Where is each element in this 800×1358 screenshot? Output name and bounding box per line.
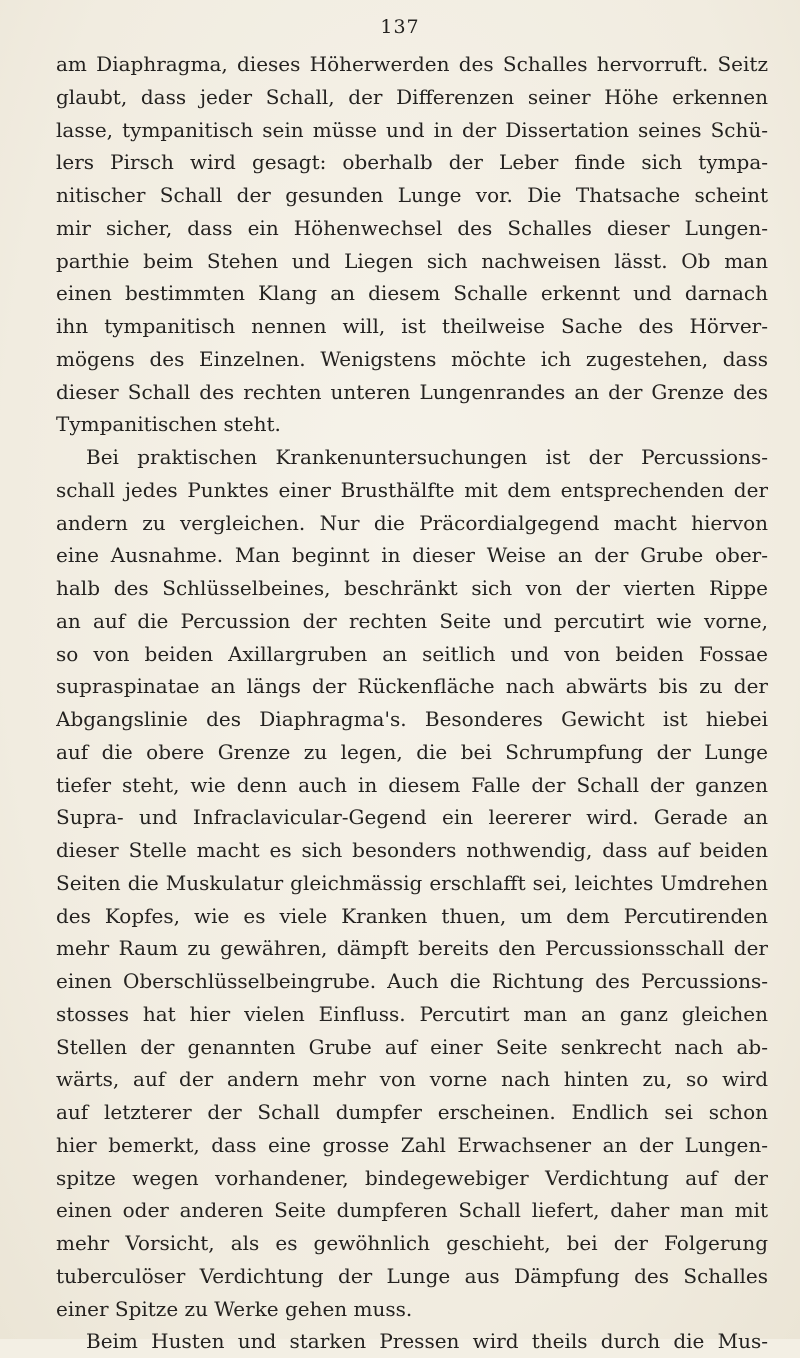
text-line: dieser Schall des rechten unteren Lungenrandes an der Grenze des (56, 379, 768, 404)
text-line: ihn tympanitisch nennen will, ist theilweise Sache des Hörver- (56, 314, 768, 338)
text-line: Stellen der genannten Grube auf einer Seite senkrecht nach ab- (56, 1034, 768, 1059)
text-line: eine Ausnahme. Man beginnt in dieser Weise an der Grube ober- (56, 543, 768, 568)
body-text (56, 48, 768, 1358)
text-line: auf die obere Grenze zu legen, die bei Schrumpfung der Lunge (56, 739, 768, 764)
text-line: nitischer Schall der gesunden Lunge vor. Die Thatsache scheint (56, 183, 768, 207)
text-line: wärts, auf der andern mehr von vorne nach hinten zu, so wird (56, 1067, 768, 1092)
text-line: halb des Schlüsselbeines, beschränkt sich von der vierten Rippe (56, 576, 768, 600)
text-line: einer Spitze zu Werke gehen muss. (56, 1296, 413, 1321)
text-line: parthie beim Stehen und Liegen sich nachweisen lässt. Ob man (56, 248, 768, 273)
text-line: Beim Husten und starken Pressen wird theils durch die Mus- (86, 1329, 768, 1354)
text-line: andern zu vergleichen. Nur die Präcordialgegend macht hiervon (56, 510, 768, 535)
text-line: einen bestimmten Klang an diesem Schalle erkennt und darnach (56, 281, 768, 306)
text-line: dieser Stelle macht es sich besonders nothwendig, dass auf beiden (56, 838, 768, 862)
text-line: schall jedes Punktes einer Brusthälfte mit dem entsprechenden der (56, 477, 768, 502)
text-line: des Kopfes, wie es viele Kranken thuen, um dem Percutirenden (56, 903, 768, 928)
text-line: supraspinatae an längs der Rückenfläche nach abwärts bis zu der (56, 674, 768, 699)
text-line: so von beiden Axillargruben an seitlich und von beiden Fossae (56, 641, 768, 666)
text-line: Bei praktischen Krankenuntersuchungen ist der Percussions- (86, 445, 768, 469)
text-line: mehr Vorsicht, als es gewöhnlich geschieht, bei der Folgerung (56, 1231, 768, 1255)
text-line: lers Pirsch wird gesagt: oberhalb der Leber finde sich tympa- (56, 150, 768, 175)
text-line: Tympanitischen steht. (56, 412, 281, 437)
text-line: mehr Raum zu gewähren, dämpft bereits den Percussionsschall der (56, 936, 768, 961)
text-line: an auf die Percussion der rechten Seite und percutirt wie vorne, (56, 608, 768, 633)
text-line: spitze wegen vorhandener, bindegewebiger Verdichtung auf der (56, 1165, 768, 1190)
text-line: stosses hat hier vielen Einfluss. Percutirt man an ganz gleichen (56, 1001, 768, 1026)
text-line: mögens des Einzelnen. Wenigstens möchte ich zugestehen, dass (56, 346, 768, 371)
text-line: tiefer steht, wie denn auch in diesem Falle der Schall der ganzen (56, 772, 768, 797)
text-line: einen oder anderen Seite dumpferen Schall liefert, daher man mit (56, 1198, 768, 1223)
text-line: am Diaphragma, dieses Höherwerden des Schalles hervorruft. Seitz (56, 52, 768, 76)
text-line: Abgangslinie des Diaphragma's. Besonderes Gewicht ist hiebei (56, 707, 768, 731)
text-line: mir sicher, dass ein Höhenwechsel des Schalles dieser Lungen- (56, 215, 768, 240)
text-line: glaubt, dass jeder Schall, der Differenzen seiner Höhe erkennen (56, 84, 768, 109)
text-line: tuberculöser Verdichtung der Lunge aus Dämpfung des Schalles (56, 1263, 768, 1288)
text-line: lasse, tympanitisch sein müsse und in der Dissertation seines Schü- (56, 117, 768, 142)
text-line: auf letzterer der Schall dumpfer erscheinen. Endlich sei schon (56, 1100, 768, 1124)
text-line: Seiten die Muskulatur gleichmässig erschlafft sei, leichtes Umdrehen (56, 870, 768, 895)
text-line: hier bemerkt, dass eine grosse Zahl Erwachsener an der Lungen- (56, 1132, 768, 1157)
text-line: Supra- und Infraclavicular-Gegend ein leererer wird. Gerade an (56, 805, 768, 830)
text-line: einen Oberschlüsselbeingrube. Auch die Richtung des Percussions- (56, 969, 768, 993)
page-number: 137 (380, 16, 420, 38)
